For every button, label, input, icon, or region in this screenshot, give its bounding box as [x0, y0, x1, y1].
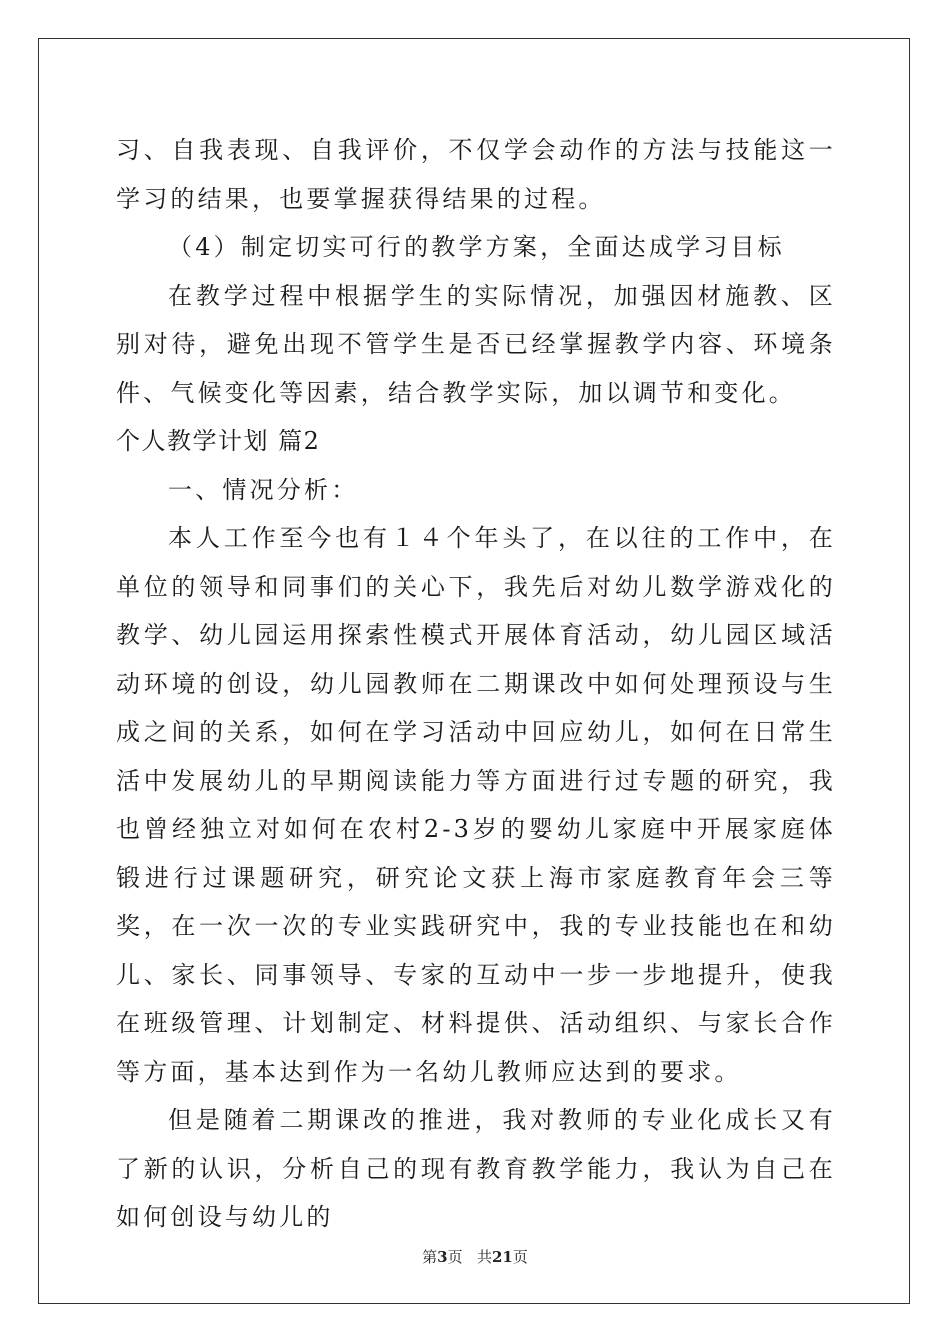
- footer-page-suffix: 页: [447, 1248, 463, 1266]
- footer-total-prefix: 共: [476, 1248, 492, 1266]
- footer-current-page: 3: [437, 1248, 448, 1266]
- footer-total-suffix: 页: [512, 1248, 528, 1266]
- paragraph-subheading-4: （4）制定切实可行的教学方案，全面达成学习目标: [168, 233, 785, 261]
- paragraph-reform-reflection: 但是随着二期课改的推进，我对教师的专业化成长又有了新的认识，分析自己的现有教育教学能力，我认为自己在如何创设与幼儿的: [116, 1106, 836, 1231]
- paragraph-teaching-process: 在教学过程中根据学生的实际情况，加强因材施教、区别对待，避免出现不管学生是否已经掌握教学内容、环境条件、气候变化等因素，结合教学实际，加以调节和变化。: [116, 281, 836, 407]
- document-body: [116, 126, 836, 1242]
- section-heading: 个人教学计划 篇2: [116, 427, 321, 455]
- paragraph-work-experience: 本人工作至今也有１４个年头了，在以往的工作中，在单位的领导和同事们的关心下，我先后对幼儿数学游戏化的教学、幼儿园运用探索性模式开展体育活动，幼儿园区域活动环境的创设，幼儿园教师在二期课改中如何处理预设与生成之间的关系，如何在学习活动中回应幼儿，如何在日常生活中发展幼儿的早期阅读能力等方面进行过专题的研究，我也曾经独立对如何在农村2-3岁的婴幼儿家庭中开展家庭体锻进行过课题研究，研究论文获上海市家庭教育年会三等奖，在一次一次的专业实践研究中，我的专业技能也在和幼儿、家长、同事领导、专家的互动中一步一步地提升，使我在班级管理、计划制定、材料提供、活动组织、与家长合作等方面，基本达到作为一名幼儿教师应达到的要求。: [116, 524, 836, 1086]
- footer-prefix: 第: [422, 1248, 438, 1266]
- paragraph-continuation: 习、自我表现、自我评价，不仅学会动作的方法与技能这一学习的结果，也要掌握获得结果的过程。: [116, 136, 836, 213]
- page-footer: [0, 1246, 950, 1267]
- paragraph-situation-analysis-title: 一、情况分析：: [168, 475, 359, 504]
- footer-total-pages: 21: [491, 1248, 513, 1266]
